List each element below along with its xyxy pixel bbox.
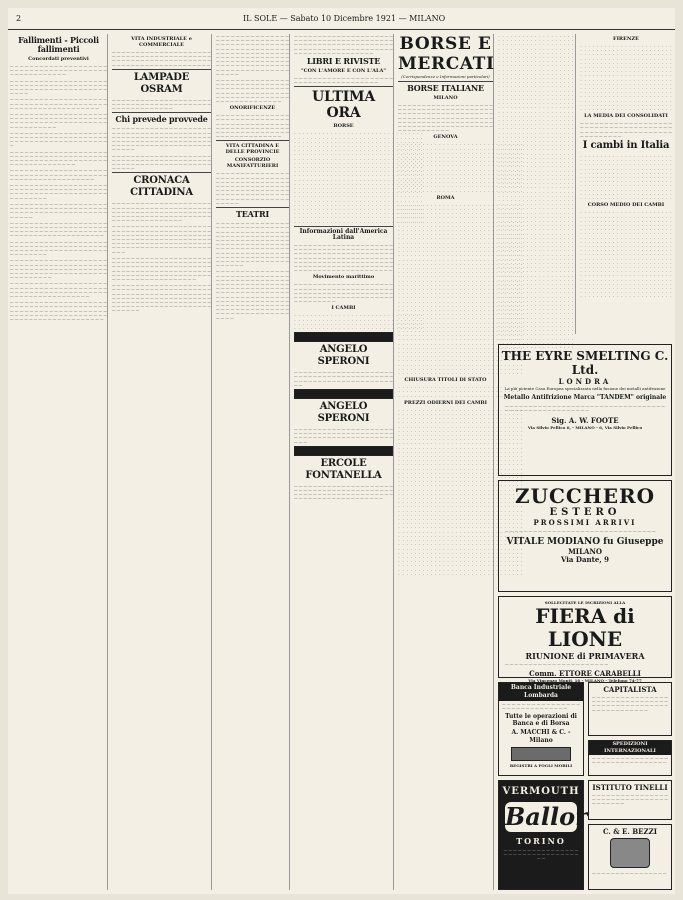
section-title-chi-prevede: Chi prevede provvede — [115, 114, 208, 125]
black-bar — [294, 332, 393, 342]
section-masthead-borse-mercati: BORSE E MERCATI — [398, 34, 495, 74]
subtitle-media-consolidati: LA MEDIA DEI CONSOLIDATI — [584, 113, 668, 120]
section-title-movimento: Movimento marittimo — [312, 274, 375, 281]
ad-fiera-sub: RIUNIONE di PRIMAVERA — [525, 651, 645, 661]
divider — [398, 81, 493, 82]
column-4 — [294, 34, 423, 890]
ad-eyre-line1: La più potente Casa Europea specializzata nella fusione dei metalli antifrizione — [504, 386, 666, 391]
ad-angelo-speroni-1: ANGELO SPERONI — [317, 344, 370, 368]
ad-eyre-text: — — — — — — — — — — — — — — — — — — — — — — — — — — — — — — — — — — — — — — — — — — — — — — — — — — — — — [505, 404, 665, 413]
ad-capitalista — [588, 682, 672, 736]
ad-bezzi-machine-illustration — [610, 838, 650, 868]
column-5 — [398, 34, 523, 890]
column-2-text-a: — — — — — — — — — — — — — — — — — — — — — — — — — — — — — — — — — — — — — — — — — — — — — — — — — — — — — — — — — — — — — — — — — — — — — — — — — — — — — — — — — — — — — [112, 50, 211, 67]
section-title-america-latina: Informazioni dall'America Latina — [299, 227, 388, 241]
titoli-table: . . . . . . . . . . . . . . . . . . . . . . . . . . . . . . . . . . . . . . . . . . . . . . . . . . . . . . . . . . . . . . . . . . . . . . . . . . . . . . . . . . . . . . . . . . . . . — [398, 385, 523, 398]
column-3-text-d: — — — — — — — — — — — — — — — — — — — — — — — — — — — — — — — — — — — — — — — — — — — — — — — — — — — — — — — — — — — — — — — — — — — — — — — — — — — — — — — — — — — — — — — — — — — — — — — — — — — — — — — — — — — — — — — — — — — — — — — — — — — — — — — — — — — — — — — — — — — — — — — — — — — — — — — — — — — — — — — — — — — — — — — — — — — — — — — — — — — — — — — — — — — — — — — — — — — — — — — — — — — — — — — — — — — — — — — — — — — — — — — — — — — — — — — — — — — — — — — — — — — — — — — — — — — — — — — — — — — — — — — — — — — — — — — — — — — — — — — — — — — — — — — — — — — — — — — — — — — — — — — — — — — — — — — — — — — — — — — — — — — — — — [216, 221, 289, 320]
ad-fiera-lione — [498, 596, 672, 684]
section-title-borse-italiane: BORSE ITALIANE — [407, 83, 484, 93]
section-title-consorzio: CONSORZIO MANIFATTURIERI — [226, 157, 279, 170]
ad-macchi: A. MACCHI & C. - Milano — [511, 729, 571, 745]
ad-zucchero-name: VITALE MODIANO fu Giuseppe — [506, 537, 664, 548]
ad-bezzi — [588, 824, 672, 890]
column-2-text-c: — — — — — — — — — — — — — — — — — — — — — — — — — — — — — — — — — — — — — — — — — — — — — — — — — — — — — — — — — — — — — — — — — — — — — — — — — — — — — — — — — — — — — — — — — — — — — — — — — — — — — — — — — — — — — — — — — — — — — — — — — — — — — — — — — — — — — — — — — — — — — — — — — — — — — — — — — — — — — — — — — — — — — — — — — — — — — — — — — — — [112, 126, 211, 171]
ad-tinelli-title: ISTITUTO TINELLI — [592, 783, 668, 792]
corso-medio-table: . . . . . . . . . . . . . . . . . . . . . . . . . . . . . . . . . . . . . . . . . . . . . . . . . . . . . . . . . . . . . . . . . . . . . . . . . . . . . . . . . . . . . . . . . . . . . . . . . . . . . . . . . . . . . . . . . . . . . . . . . . . . . . . . . . . . . . . . . . . . . . . . . . . . . . . . . . . . . . . . . . . . . . . . . . . . . . . . . . . . . . . . . . . . . . . . . . . . . . . . . . . . . . . . . . . . . . . . . . . . . . . . . . . . . . . . . . . . . . . . . . . . . . . . . . . . . . . . . . . . . . . . . . . . . . . . . . . . . . . . . . . . . . . . . . . . . . . . . . . . . . . . . . . . . . . . . . . . . . . . . . . . . . . . . . . . . . . . . . . . . . . . . . . . . . . . . . . . . . . . . . . . . . . . . . . . . . . . . . . . . . . . . . . . . . . . . . . . . . . . . . . . . . . . . . . . . . . . . . . . . . . . . . . . . . . . . . . . . . . . . . . . . . . . . . . . . . . . . . . . . . . . . . . . . . . . . . . . . . . . . . . — [580, 210, 672, 299]
subtitle-prezzi-cambi: PREZZI ODIERNI DEI CAMBI — [404, 399, 487, 406]
ad-banca-title: Banca Industriale Lombarda — [499, 683, 583, 701]
column-4-text-f: — — — — — — — — — — — — — — — — — — — — — — — — — — — — — — — — — — — — — — — — — — — — — — — — — — — — — — — — — — — — — — — — — — — [294, 426, 393, 444]
column-3-text-a: — — — — — — — — — — — — — — — — — — — — — — — — — — — — — — — — — — — — — — — — — — — — — — — — — — — — — — — — — — — — — — — — — — — — — — — — — — — — — — — — — — — — — — — — — — — — — — — — — — — — — — — — — — — — — — — — — — — — — — — — — — — — — — — — — — — — — — — — — — — — — — — — — — — — — — — — — — — — — — — — — — — — — — — — — — — — — — — — — — — — — — — — — — — — — — — — — — — — — — — — — — — — — — — — — — — — — — — — — — — — — — — — — — — — — — [216, 34, 289, 104]
newspaper-page — [8, 8, 675, 894]
cambi-table: . . . . . . . . . . . . . . . . . . . . . . . . . . . . . . . . . . . . . . . . . . . . . . . . . . . . . . . . . . . . . . . . . . . . . . . . . . . . . . . . . . . . . . . . . . . . . . . . . . . . . . . . . . . . . . . . . . . . . . . . . . . . . . . . — [294, 313, 423, 330]
divider — [112, 172, 211, 173]
ad-tinelli-text: — — — — — — — — — — — — — — — — — — — — — — — — — — — — — — — — — — — — — — — — [592, 793, 668, 806]
ad-fiera-contact: Comm. ETTORE CARABELLI — [529, 669, 641, 679]
page-header — [8, 8, 675, 30]
column-6-table: . . . . . . . . . . . . . . . . . . . . . . . . . . . . . . . . . . . . . . . . . . . . . . . . . . . . . . . . . . . . . . . . . . . . . . . . . . . . . . . . . . . . . . . . . . . . . . . . . . . . . . . . . . . . . . . . . . . . . . . . . . . . . . . . . . . . . . . . . . . . . . . . . . . . . . . . . . . . . . . . . . . . . . . . . . . . . . . . . . . . . . . . . . . . . . . . . . . . . . . . . . . . . . . . . . . . . . . . . . . . . . . . . . . . . . . . . . . . . . . . . . . . . . . . . . . . . . . . . . . . . . . . . . . . . . . . . . . . . . . . . . . . . . . . . . . . . . . . . . . . . . . . . . . . . . . . . . . . . . . . . . . . . . . . . . . . . . . . . . . . . . . . . . . . . . . . . . . . . . . . . . . . . . . . . . . . . . . . . . . . . . . . . . . . . . . . . . . . . . . . . . . . . . . . . . . . . . . . . . . . . . . . . . . . . . . . . . . . . . . . . . . . . . . . . . . . . . . . . . . . . . . . . . . . . . . . . . . . . . . . . . . . . . . . . . . . . . . . . . . . . . . . . . . . . . . . . . . . . . . . . . . . . . . . . . . . . . . . . . . . . . . . . . . . . . . . . . . . . . . . . . . . . . . . . . . . . . . . . . . . . . . . . . . . . . . . . . . . . . . . . . . . . . . . . . . . . . . . . . . . . . . . . . . . . . . . . . . . . . . . . . . . . . . . . . . . . . . . . . . . . . . . . . . . . . . . . . . . . . . . . . . . . . . . . . . . . . . . . . . . . . . . . . . . . . . . . . . . . . . . . . . . . . . . . . . . . . . . . . . . . . . . . . . . . . . . . . . . . . . . . . . . . . . . . . . . . . . . . . . . . . . . . . . . . . . . . . . . . . . . . . . . . . . . . . . . . . . . . . . . . . . . . . . . . . . . . . . . . . . . . . . . . . . . . . . . . . . . . . . . . . . . . . . . . . . . . . . . . . . . . . . . . . . . . . . . . . . . . . . . . . . . . . . . . . . . . . . . . . . . . . . . . . . . . . . . . . . . . . . . . . . . . . . . . . . . . . . . . . . . . . . . . . . . . . . . . . . . . . . . . . . . . . . . . . . . . . . . . . . . . . . . . . . . . . . . . . . . . . . . . . . . . . . . . . . . . . . . . . . . . . . . . . . . . . . . . . . . . . . . . . . . . . . . . . . . . . . . . . . . . . . . . . . . . . . . . . . . . . . . . . . . . . . . . . . . . . . . . . . . . . . . . . . . . . . . . . . . . . . . . . . . . . . . . . . . . . . . . . . . . . . . . . . . . . . . . . . . . . . . . . . . . . . . . . . . . . . . . . . . . . . . . . . . . . . . . . . . . . . . . . . . . . . . . . . . . . . . . . . . . . . . . . . . . . . . . . . . . . . . . . . . . . . . . . . . . . . . . . . . . . . . . . . . . . . . . . . . . . . . . . . . . . . . . . . . . . . . . . . . . . . . . . . . . . . . . . . . . . . . . . . . . . . . . . . . . . . . . . . . . . . . . . . . . . . . . . . . . . . . . . . . . . . . . . . . . . . . . . . . . . . . . . . . . . . . . . . . . . . . . . . . . — [498, 34, 574, 350]
page-number: 2 — [16, 14, 22, 23]
ad-lampade-osram: LAMPADE OSRAM — [133, 71, 190, 95]
column-4-text-a: — — — — — — — — — — — — — — — — — — — — — — — — — — — — — — — — — — — — — — — — — — — — — — — — — — — — — — — — — — — — — — — — — — — — — — — — — — — — — — — — — — — — — — — — — — — — — — — — — — — — — — [294, 34, 393, 55]
section-title-vita-cittadina: VITA CITTADINA E DELLE PROVINCIE — [225, 143, 280, 156]
ad-zucchero-city: MILANO — [568, 547, 602, 557]
genova-table: . . . . . . . . . . . . . . . . . . . . . . . . . . . . . . . . . . . . . . . . . . . . . . . . . . . . . . . . . . . . . . . . . . . . . . . . . . . . . . . . . . . . . . . . . . . . . . . . . . . . . . . . . . . . . . . . . . . . . . . . . . . . . . . . . . . . . . . . . . . . . . . . . . . . . . . . . . . . . . . . . . . . . . . . . . . . . . . . . . . . . . . . . . . . . . . . . . . . . . . . . . . . . . . . . . . . . . . . . . . . . . . . . . . . . . . . . . . . . . . . . . . . . . . . . . . . . . . . . . . . . . . . . . . . . . . . . . . . . . . . . . . . . . . . . . . . . . . . . . . . . . . . . . . . . . . . . . . . . . . . . . . . . . . . . . . . . . . . . . . . . . . . . . . . . . . . . . . . . . . . . . . . . . . . . . . . — [398, 142, 523, 193]
divider — [112, 69, 211, 70]
subtitle-chiusura-titoli: CHIUSURA TITOLI DI STATO — [404, 377, 487, 384]
ad-eyre-title: THE EYRE SMELTING C. Ltd. — [501, 349, 669, 377]
ad-registri: REGISTRI A FOGLI MOBILI — [509, 763, 573, 769]
divider — [112, 112, 211, 113]
masthead-line: IL SOLE — Sabato 10 Dicembre 1921 — MILANO — [242, 14, 446, 23]
subtitle-borse: BORSE — [333, 123, 354, 130]
ad-zucchero-sub: ESTERO — [549, 507, 621, 518]
ad-vermouth-label: VERMOUTH — [502, 786, 580, 797]
divider — [216, 140, 289, 141]
subtitle-genova: GENOVA — [433, 134, 458, 141]
ad-vermouth-ballor — [498, 780, 588, 890]
firenze-table: . . . . . . . . . . . . . . . . . . . . . . . . . . . . . . . . . . . . . . . . . . . . . . . . . . . . . . . . . . . . . . . . . . . . . . . . . . . . . . . . . . . . . . . . . . . . . . . . . . . . . . . . . . . . . . . . . . . . . . . . . . . . . . . . . . . . . . . . . . . . . . . . . . . . . . . . . . . . . . . . . . . . . . . . . . . . . . . . . . . . . . . . . . . . . . . . . . . . . . . . . . . . . . . . . . . . . . . . . . . . . . . . . . . . . . . . . . . . . . . . . . . . . . . . . . . . . . . . . . . . . . . . . . . . . . . . . . . . . . . . . . . . . . . . . . . . . . . . . . . . . . . . . . . . . . . . . . . . . . . . . . . . . . . . . . . . . . . . . . . . . . . . . . . . . . . . . . . . . . . . . . . . . . . . — [580, 44, 672, 112]
column-2 — [112, 34, 212, 890]
ad-eyre-agent: Sig. A. W. FOOTE — [551, 416, 619, 426]
ad-zucchero-text: — — — — — — — — — — — — — — — — — — — — — — — — — — — — — — — — — [505, 529, 656, 533]
subtitle-firenze: FIRENZE — [613, 36, 639, 42]
ad-ballor-text: — — — — — — — — — — — — — — — — — — — — — — — — — — — — — — — — — — — [503, 848, 579, 861]
section-title-ultima-ora: ULTIMA ORA — [311, 89, 376, 122]
ad-fiera-top: SOLLECITATE LE ISCRIZIONI ALLA — [544, 600, 626, 605]
ad-zucchero-title: ZUCCHERO — [514, 484, 656, 508]
section-title-onorificenze: ONORIFICENZE — [229, 105, 276, 112]
prezzi-cambi-table: . . . . . . . . . . . . . . . . . . . . . . . . . . . . . . . . . . . . . . . . . . . . . . . . . . . . . . . . . . . . . . . . . . . . . . . . . . . . . . . . . . . . . . . . . . . . . . . . . . . . . . . . . . . . . . . . . . . . . . . . . . . . . . . . . . . . . . . . . . . . . . . . . . . . . . . . . . . . . . . . . . . . . . . . . . . . . . . . . . . . . . . . . . . . . . . . . . . . . . . . . . . . . . . . . . . . . . . . . . . . . . . . . . . . . . . . . . . . . . . . . . . . . . . . . . . . . . . . . . . . . . . . . . . . . . . . . . . . . . . . . . . . . . . . . . . . . . . . . . . . . . . . . . . . . . . . . . . . . . . . . . . . . . . . . . . . . . . . . . . . . . . . . . . . . . . . . . . . . . . . . . . . . . . . . . . . . . . . . . . . . . . . . . . . . . . . . . . . . . . . . . . . . . . . . . . . . . . . . . . . . . . . . . . . . . . . . . . . . . . . . . . . . . . . . . . . . . . . . . . . . . . . . . . . . . . . . . . . . . . . . . . . . . . . . . . . . . . . . . . . . . . . . . . . . . . . . . . . . . . . . . . . . . . . . . . . . . . . . . . . . . . . . . . . . . . . . . . . . . . . . . . . . . . . . . . . . . . . . . . . . . . . . . . . . . . . . . . . . . . . . . . . . . . . . . . . . . . . . . . . . . . . . . . . . . . . . . . . . . . . . . . . . . . . . . . . . . . . . . . . . . . . . . . . . . . . . . . . . . . . . . . . . . . . . . . . . . . . . . . . . . . . . . . . . . . . . . . . . . . . . . . . . . . . . . . . . . . . . . . . . . . . . . . . . . . . . . . . . . . . . . . . . . . . . . . . . . . . . . . . . . . . . . . . . . . . . . . . . . . . . . . . . . . . . . . . . . . . . . . . . . . . . . . . . . . . . . . . . . . . . . . . . . . . . . . . . . . . . . . . . . . . . . . . . . . . . . . . . . . . . . . . . . . . . . . . . . . . . . . . . . . . . . . . . . . . . . . . . . . . . . . . . . . . . . . . . . . . . . . . . . . . . . . . . . . . . . . . . . . . . . . . . . . . . . . . . . . . . . . . . . . . . . . . . . . . . . . . . . . . . . . . . . . . . . . . . . . . . . . . . . . . . . . . . . . . . . . . . . . . . . . . . . . . . . . . . . . . . . . . . . . . . . . . . . . . . . . . . . . . . . . . . . . . . . . . . . . . . . . . . . . . . . . . . . . . . . . . . . . . . . . . . . . . . . . . . . . . . . . . . . . . . . . . . . . . . . . . . . . . . . . . . . . . . . . . . . . . . . . . . . . . . . . . . . . . . . . . . . . . . . . . . . . . . . . . . . . . . . . . . . . . . . . . . . . . . . . . . . . . — [398, 407, 523, 576]
book-title: "CON L'AMORE E CON L'ALA" — [301, 68, 386, 75]
ad-macchi-illustration — [511, 747, 571, 761]
column-7 — [580, 34, 672, 334]
cambi-italia-table: . . . . . . . . . . . . . . . . . . . . . . . . . . . . . . . . . . . . . . . . . . . . . . . . . . . . . . . . . . . . . . . . . . . . . . . . . . . . . . . . . . . . . . . . . . . . . . . . . . . . . . . . . . . . . . . . . . . . . . . . . . . . . . . . . . . . . . . . . . . . . . . . . . . . . . . . . . . . . . . . . . . . . . . . . . . . . . . . . . . . . . . . . . . . . . . . . . . . . . . . . . . . . . . . . . . . . . . . . . . . . . . . . . . . . . . . . . . . . . . . . . . . . . . . . . . . . — [580, 154, 672, 201]
subtitle-milano: MILANO — [433, 95, 458, 101]
ad-bezzi-title: C. & E. BEZZI — [602, 827, 658, 836]
ad-zucchero — [498, 480, 672, 592]
column-2-text-d: — — — — — — — — — — — — — — — — — — — — — — — — — — — — — — — — — — — — — — — — — — — — — — — — — — — — — — — — — — — — — — — — — — — — — — — — — — — — — — — — — — — — — — — — — — — — — — — — — — — — — — — — — — — — — — — — — — — — — — — — — — — — — — — — — — — — — — — — — — — — — — — — — — — — — — — — — — — — — — — — — — — — — — — — — — — — — — — — — — — — — — — — — — — — — — — — — — — — — — — — — — — — — — — — — — — — — — — — — — — — — — — — — — — — — — — — — — — — — — — — — — — — — — — — — — — — — — — — — — — — — — — — — — — — — — — — — — — — — — — — — — — — — — — — — — — — — — — — — — — — — — — — — — — — — — — — — — — — — — — — — — — — — — — — — — — — — — — — — — — — — — — — — — — — — — — — — — — — — — — — — — — — — — — — — — — — — — — — — — — — — — — — — — — — — — — — — — — — — — — — — — — — — — — — — — — — — — — — — — — — — — — — — — — — — — — — — — — — — — — — — — — — — — — — — — — — — — — — — — — — — — — — — — — — — — — — — — — — — — — — — — — — [112, 201, 211, 313]
ad-spedizioni — [588, 740, 672, 776]
section-title-fallimenti: Fallimenti - Piccoli fallimenti — [18, 35, 99, 54]
subtitle-corso-medio: CORSO MEDIO DEI CAMBI — [587, 202, 665, 209]
column-2-text-b: — — — — — — — — — — — — — — — — — — — — — — — — — — — — — — — — — — — — — — — — — — — — — — — — — — — — — — — — [112, 97, 211, 111]
ad-eyre-city: LONDRA — [558, 377, 612, 386]
section-title-i-cambi: I CAMBI — [331, 305, 356, 312]
black-bar — [294, 446, 393, 456]
column-6 — [498, 34, 576, 350]
section-title-teatri: TEATRI — [236, 209, 269, 220]
ad-ercole-fontanella: ERCOLE FONTANELLA — [305, 457, 382, 481]
ad-ballor-logo: Ballor — [505, 802, 588, 831]
divider — [294, 226, 393, 227]
column-4-text-d: — — — — — — — — — — — — — — — — — — — — — — — — — — — — — — — — — — — — — — — — — — — — — — — — — — — — — — — — — — — — — — — — — — — — — — — — — — — — — — — — — — — — — — — — — — — — — — [294, 282, 393, 304]
ad-fiera-text: — — — — — — — — — — — — — — — — — — — — — — — [505, 662, 609, 666]
column-4-text-g: — — — — — — — — — — — — — — — — — — — — — — — — — — — — — — — — — — — — — — — — — — — — — — — — — — — — — — — — — — — — — — — — — — — — — — — — — — — — — — — — — — — [294, 483, 393, 501]
black-bar — [294, 389, 393, 399]
ad-istituto-tinelli — [588, 780, 672, 820]
ad-fiera-title: FIERA di LIONE — [535, 604, 635, 651]
ad-zucchero-line: PROSSIMI ARRIVI — [533, 518, 637, 527]
column-5-text-a: — — — — — — — — — — — — — — — — — — — — — — — — — — — — — — — — — — — — — — — — — — — — — — — — — — — — — — — — — — — — — — — — — — — — — — — — — — — — — — — — — — — — — — — — — — — — — — — — — — — — — — — — — — — — — — — — — — — — — — — — — — — — — — — — — — — — [398, 103, 493, 133]
column-4-text-c: — — — — — — — — — — — — — — — — — — — — — — — — — — — — — — — — — — — — — — — — — — — — — — — — — — — — — — — — — — — — — — — — — — — — — — — — — — — — — — — — — — — — — — — — — — — — — — — — — — — — — — — — — — — — — — — — — — — — — — — — — — — — — — — — — — — — — — — — — — — — — — — — — — — — [294, 242, 393, 273]
roma-table: . . . . . . . . . . . . . . . . . . . . . . . . . . . . . . . . . . . . . . . . . . . . . . . . . . . . . . . . . . . . . . . . . . . . . . . . . . . . . . . . . . . . . . . . . . . . . . . . . . . . . . . . . . . . . . . . . . . . . . . . . . . . . . . . . . . . . . . . . . . . . . . . . . . . . . . . . . . . . . . . . . . . . . . . . . . . . . . . . . . . . . . . . . . . . . . . . . . . . . . . . . . . . . . . . . . . . . . . . . . . . . . . . . . . . . . . . . . . . . . . . . . . . . . . . . . . . . . . . . . . . . . . . . . . . . . . . . . . . . . . . . . . . . . . . . . . . . . . . . . . . . . . . . . . . . . . . . . . . . . . . . . . . . . . . . . . . . . . . . . . . . . . . . . . . . . . . . . . . . . . . . . . . . . . . . . . . . . . . . . . . . . . . . . . . . . . . . . . . . . . . . . . . . . . . . . . . . . . . . . . . . . . . . . . . . . . . . . . . . . . . . . . . . . . . . . . . . . . . . . . . . . . . . . . . . . . . . . . . . . . . . . . . . . . . . . . . . . . . . . . . . . . . . . . . . . . . . . . . . . . . . . . . . . . . . . . . . . . . . . . . . . . . . . . . . . . . . . . . . . . . . . . . . . . . . . . . . . . . . . . . . . . . . . . . . . . . . . . . . . . . . . . . . . . . . . . . . . . . . . . . . . . . . . . . . . . . . . . . . . . . . . . . . . . . . . . . . . . . . . . . . . . . . . . . . . . . . . . . . . . . . . . . . . . . . . . . . . . . . . . . . . . . . . . . . . . . . . . . . . . . . . . . . . . . . . . . . . . . . . . . . . . . . . . . . . . . . . . . . . . . . . . . . . . . . . . . . . . . . . . . . . . . . . . . . . . . . . . . . . . . . . . . . . . . . . . . . . . . . . . . . . . . . . . . . . . . . . . . . . . . . . . . . . . . . . . . . . . . . . . . . . . . . . . . . . . . . . . . . . . . . . . . . . . . . . . . . . . . . . . . . . . . . . . . . . . . . . . . . . . . . . . . . . . . . . . . . . . . . . . . . . . . . . . . . . . . . . . . . . . . . . . . . . . . . . . . . . . . . . . . . . . . . . . . . . . . . . . . . . . . . . . . . . . . . . . . . . . . . . . . . . . . . . . . . . . . . . . . . . . . . . . . . . . . . . . . . . . . . . . . . . . . . . . . . . . . . . . . . . . . . . . . . . . . . . . . . . . . . . . . . . . . . . . . . . . . . . . . . . . . . . . . . . . . . . . . . . . . . . . . . . . . . . . . . . . . . . . . . . . . . . . . . . . . . . . . . . . . . . . . . . . . . . . . . . . . . . . . . . . . . . . . . . . . . . . . . . . . . . . . . . . . . . . . . . . . . . . . . . . . . . . . . . . . . . . . . . . . . . . . . . . . . . . . . . — [398, 202, 523, 375]
ad-capitalista-text: — — — — — — — — — — — — — — — — — — — — — — — — — — — — — — — — — — — — — — — — — — — — — — — — — — — — — — — — — — — — — [592, 695, 668, 712]
ad-angelo-speroni-2: ANGELO SPERONI — [317, 400, 370, 424]
section-title-cambi-italia: I cambi in Italia — [582, 140, 670, 152]
column-3-text-c: — — — — — — — — — — — — — — — — — — — — — — — — — — — — — — — — — — — — — — — — — — — — — — — — — — — — — — — — — — — — — — — — — — — — — — — — — — — — — — — — — — — — — — — — — — — — — — — — — — — — — — — — — — — — — — — [216, 171, 289, 205]
section-title-vita-industriale: VITA INDUSTRIALE e COMMERCIALE — [131, 36, 192, 48]
column-3-text-b: — — — — — — — — — — — — — — — — — — — — — — — — — — — — — — — — — — — — — — — — — — — — — — — — — — — — — — — — — — — — — — — — — — — — — — — — — — — — — — — — — — — — — — — — — — [216, 113, 289, 139]
ad-eyre-line2: Metallo Antifrizione Marca "TANDEM" originale — [503, 394, 667, 401]
column-3 — [216, 34, 290, 890]
ad-spedizioni-title: SPEDIZIONI INTERNAZIONALI — [589, 741, 671, 755]
section-title-concordati: Concordati preventivi — [28, 56, 89, 62]
column-1-body-text: — — — — — — — — — — — — — — — — — — — — — — — — — — — — — — — — — — — — — — — — — — — — — — — — — — — — — — — — — — — — — — — — — — — — — — — — — — — — — — — — — — — — — — — — — — — — — — — — — — — — — — — — — — — — — — — — — — — — — — — — — — — — — — — — — — — — — — — — — — — — — — — — — — — — — — — — — — — — — — — — — — — — — — — — — — — — — — — — — — — — — — — — — — — — — — — — — — — — — — — — — — — — — — — — — — — — — — — — — — — — — — — — — — — — — — — — — — — — — — — — — — — — — — — — — — — — — — — — — — — — — — — — — — — — — — — — — — — — — — — — — — — — — — — — — — — — — — — — — — — — — — — — — — — — — — — — — — — — — — — — — — — — — — — — — — — — — — — — — — — — — — — — — — — — — — — — — — — — — — — — — — — — — — — — — — — — — — — — — — — — — — — — — — — — — — — — — — — — — — — — — — — — — — — — — — — — — — — — — — — — — — — — — — — — — — — — — — — — — — — — — — — — — — — — — — — — — — — — — — — — — — — — — — — — — — — — — — — — — — — — — — — — — — — — — — — — — — — — — — — — — — — — — — — — — — — — — — — — — — — — — — — — — — — — — — — — — — — — — — — — — — — — — — — — — — — — — — — — — — — — — — — — — — — — — — — — — — — — — — — — — — — — — — — — — — — — — — — — — — — — — — — — — — — — — — — — — — — — — — — — — — — — — — — — — — — — — — — — — — — — — — — — — — — — — — — — — — — — — — — — — — — — — — — — — — — — — — — — — — — — — — — — — — — — — — — — — — — — — — — — — — — — — — — — — — — — — — — — — — — — — — — — — — — — — — — — — — — — — — — — — — — — — — — — — — — — — — — — — — — — — — — — — — — — — — — — — — — — — — — — — — — — — — — — — — — — — — — — — — — — — — — — — — — — — — — — — — — — — — — — — — — — — — — — — — — — — — — — — — — — — — — — — — — — — — — — — — — — — — — — — — — — — — — — — — — — — — — — — — — — — — — — — — — — — — — — — — — — — — — — — — — — — — — — — — — — — — — — — — — — — — — — — — — — — — — — — — — — — — — — — — — — — — — — — — — — — — — — — — — — — — — — — — — — — — — — — — — — — — — — — — — — — — [10, 64, 107, 321]
column-4-text-e: — — — — — — — — — — — — — — — — — — — — — — — — — — — — — — — — — — — — — — — — — — — — — — — — — — — — — — — — — — — — — — — — — — [294, 370, 393, 387]
column-1 — [10, 34, 108, 890]
subtitle-roma: ROMA — [436, 194, 455, 201]
ultima-ora-table: . . . . . . . . . . . . . . . . . . . . . . . . . . . . . . . . . . . . . . . . . . . . . . . . . . . . . . . . . . . . . . . . . . . . . . . . . . . . . . . . . . . . . . . . . . . . . . . . . . . . . . . . . . . . . . . . . . . . . . . . . . . . . . . . . . . . . . . . . . . . . . . . . . . . . . . . . . . . . . . . . . . . . . . . . . . . . . . . . . . . . . . . . . . . . . . . . . . . . . . . . . . . . . . . . . . . . . . . . . . . . . . . . . . . . . . . . . . . . . . . . . . . . . . . . . . . . . . . . . . . . . . . . . . . . . . . . . . . . . . . . . . . . . . . . . . . . . . . . . . . . . . . . . . . . . . . . . . . . . . . . . . . . . . . . . . . . . . . . . . . . . . . . . . . . . . . . . . . . . . . . . . . . . . . . . . . . . . . . . . . . . . . . . . . . . . . . . . . . . . . . . . . . . . . . . . . . . . . . . . . . . . . . . . . . . . . . . . . . . . . . . . . . . . . . . . . . . . . . . . . . . . . . . . . . . . . . . . . . . . . . . . . . . . . . . . . . . . . . . . . . . . . . . . . . . . . . . . . . . . . . . . . . . . . . . . . . . . . . . . . . . . . . . . . . . . . . . . . . . . . . . . . . . . . . . . . . . . . . . . . . . . . . . . . . . . . . . . . . . . . . . . . . . . . . . . . . . . . . . . . . . . . . . . . . . . . . . . . . . . . . . . . . . . . . . . . . . . . . . . . . . . . . . . . . . . . . . . . . . . . . . . . . . . . . . . . . . . . . . . . . . . . — [294, 131, 423, 224]
section-title-libri: LIBRI E RIVISTE — [306, 56, 381, 67]
ad-zucchero-address: Via Dante, 9 — [560, 555, 610, 565]
ad-banca-text: — — — — — — — — — — — — — — — — — — — — — — — — — — — — — — — [502, 702, 580, 711]
section-title-cronaca-cittadina: CRONACA CITTADINA — [130, 175, 193, 199]
ad-eyre-smelting — [498, 344, 672, 476]
ad-bezzi-text: — — — — — — — — — — — — — — — — — [592, 871, 667, 875]
ad-eyre-address: Via Silvio Pellico 6, - MILANO - 6, Via Silvio Pellico — [527, 425, 643, 431]
column-4-text-b: — — — — — — — — — — — — — — — — — — — — — — — — — — — — — — — — — — — — — — — — [294, 76, 393, 85]
column-7-text-a: — — — — — — — — — — — — — — — — — — — — — — — — — — — — — — — — — — — — — — — — — — — — — — — — — — — — — — — — — — — — — — — — — — — [580, 121, 672, 138]
ad-banca-line: Tutte le operazioni di Banca e di Borsa — [505, 713, 577, 728]
ad-spedizioni-text: — — — — — — — — — — — — — — — — — — — — — — — — — — — — — — — — — [592, 756, 668, 765]
ad-capitalista-title: CAPITALISTA — [603, 685, 657, 694]
ad-ballor-city: TORINO — [516, 836, 566, 846]
ad-banca-industriale — [498, 682, 584, 776]
divider — [216, 207, 289, 208]
section-subtitle: (Corrispondenze e Informazioni particolari) — [401, 74, 490, 79]
ad-fiera-address: Via Vincenzo Monti, 16 - MILANO - Telefono 74-77 — [528, 678, 642, 684]
divider — [294, 86, 393, 87]
